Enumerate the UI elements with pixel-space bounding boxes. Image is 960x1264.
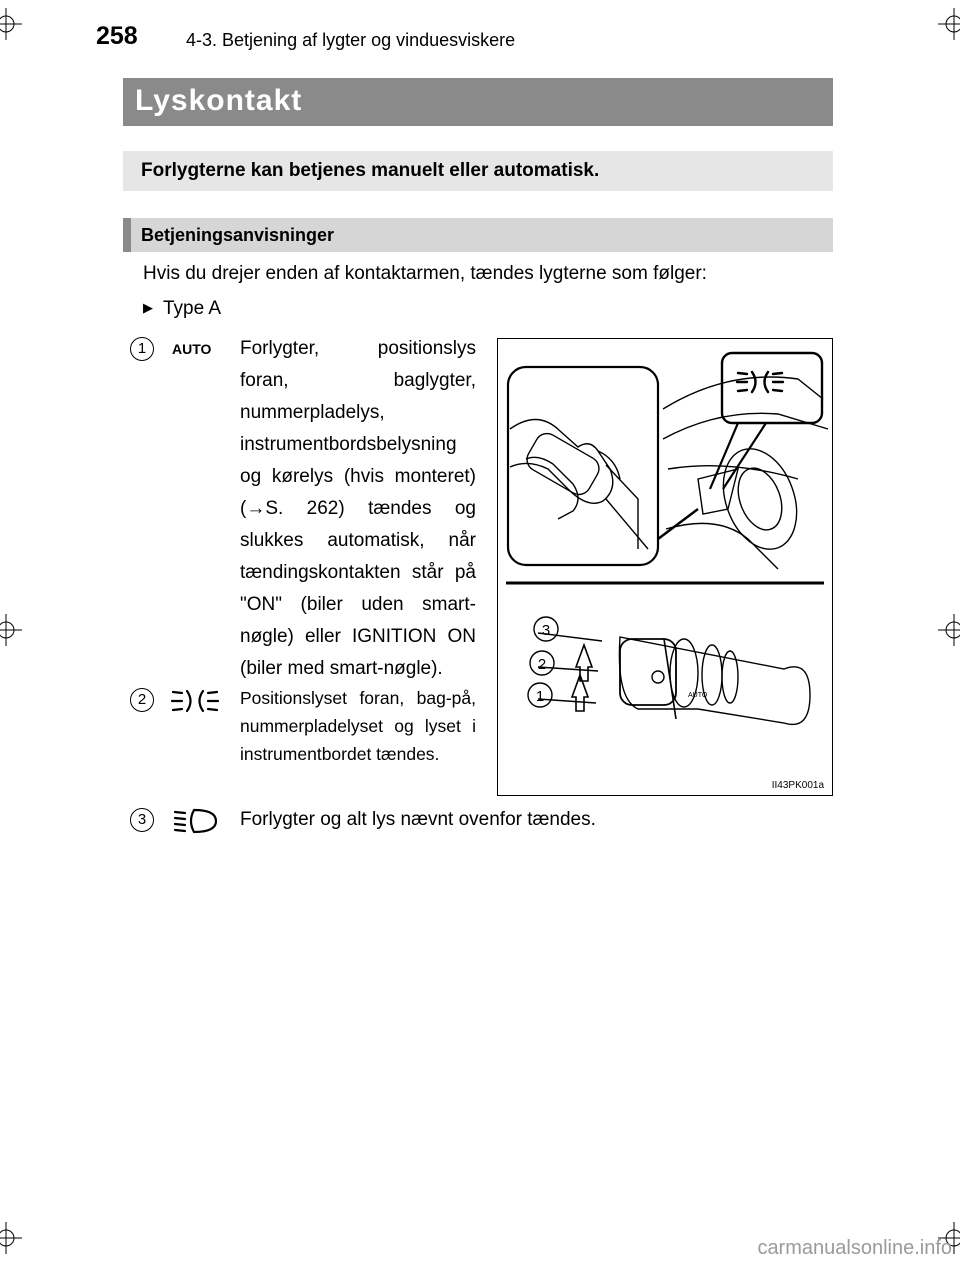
item-3-text: Forlygter og alt lys nævnt ovenfor tændes.	[240, 809, 596, 830]
figure-code: II43PK001a	[771, 780, 824, 791]
bullet-triangle-icon: ▶	[143, 300, 153, 315]
type-label-text: Type A	[163, 298, 222, 319]
switch-auto-label: AUTO	[688, 692, 708, 699]
item-3-number: 3	[130, 808, 154, 832]
headlight-switch-figure	[497, 338, 833, 796]
figure-callout-3: 3	[541, 622, 551, 639]
figure-callout-2: 2	[537, 656, 547, 673]
figure-illustration	[498, 339, 832, 795]
section-title: Lyskontakt	[123, 78, 833, 126]
instruction-text: Hvis du drejer enden af kontaktarmen, tændes lygterne som følger:	[143, 263, 707, 284]
sub-heading: Betjeningsanvisninger	[123, 218, 833, 252]
item-1-number: 1	[130, 337, 154, 361]
intro-box: Forlygterne kan betjenes manuelt eller automatisk.	[123, 151, 833, 191]
headlight-icon	[172, 806, 218, 836]
position-light-icon	[170, 686, 220, 716]
type-label	[143, 298, 221, 320]
item-2-number: 2	[130, 688, 154, 712]
watermark: carmanualsonline.info	[757, 1237, 952, 1259]
auto-icon: AUTO	[172, 341, 212, 357]
page-number: 258	[96, 22, 138, 50]
item-1-text: Forlygter, positionslys foran, baglygter, nummerpladelys, instrumentbordsbelysning og kørelys (hvis monteret) (→S. 262) tændes og slukkes automatisk, når tændingskontakten står på "ON" (biler uden smart-nøgle) eller IGNITION ON (biler med smart-nøgle).	[240, 338, 476, 679]
figure-callout-1: 1	[535, 688, 545, 705]
running-header: 4-3. Betjening af lygter og vinduesviskere	[186, 30, 516, 50]
item-2-text: Positionslyset foran, bag-på, nummerpladelyset og lyset i instrumentbordet tændes.	[240, 688, 476, 764]
